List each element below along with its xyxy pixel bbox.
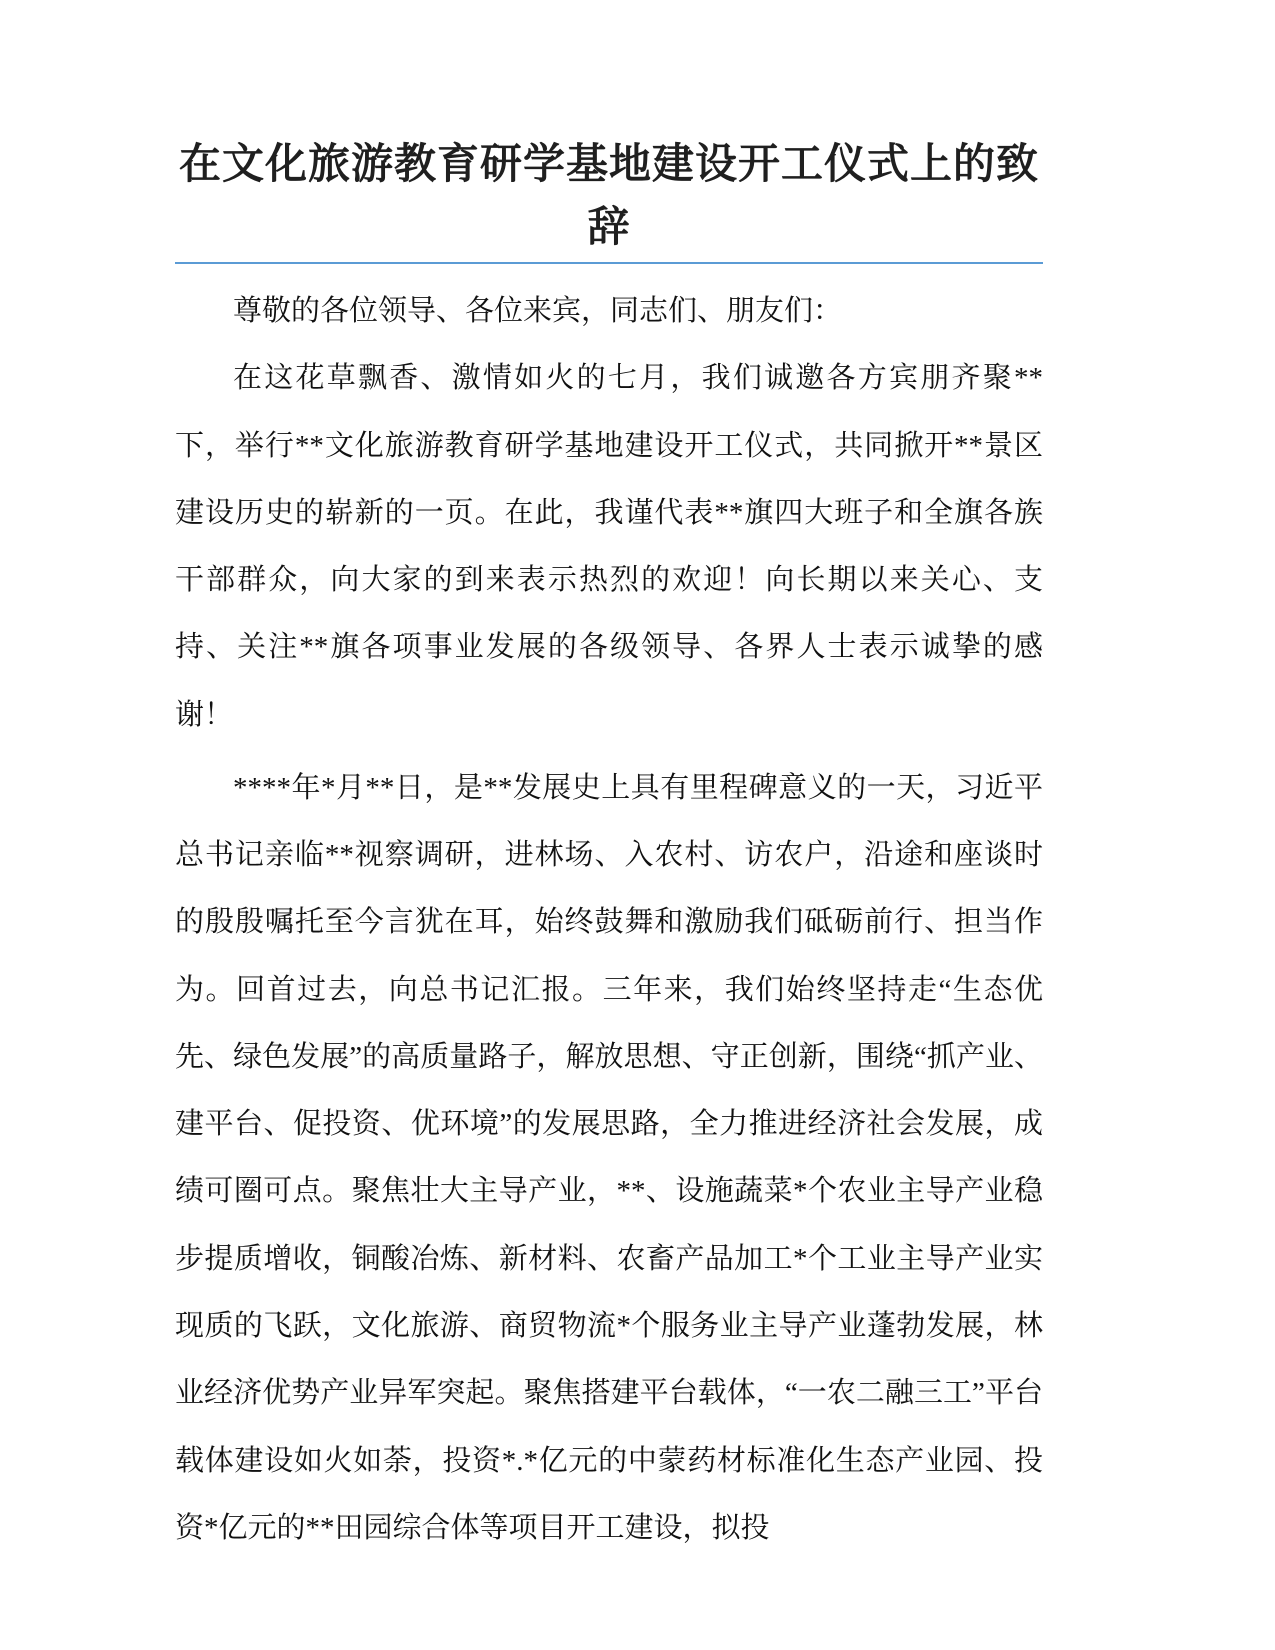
title-underline — [175, 262, 1043, 264]
document-title: 在文化旅游教育研学基地建设开工仪式上的致辞 — [178, 140, 1039, 250]
paragraph-welcome: 在这花草飘香、激情如火的七月，我们诚邀各方宾朋齐聚**下，举行**文化旅游教育研学基地建设开工仪式，共同掀开**景区建设历史的崭新的一页。在此，我谨代表**旗四大班子和全旗各族干部群众，向大家的到来表示热烈的欢迎！向长期以来关心、支持、关注**旗各项事业发展的各级领导、各界人士表示诚挚的感谢！ — [175, 362, 1043, 731]
paragraph-greeting: 尊敬的各位领导、各位来宾，同志们、朋友们： — [233, 295, 843, 327]
paragraph-report: ****年*月**日，是**发展史上具有里程碑意义的一天，习近平总书记亲临**视察调研，进林场、入农村、访农户，沿途和座谈时的殷殷嘱托至今言犹在耳，始终鼓舞和激励我们砥砺前行、担当作为。回首过去，向总书记汇报。三年来，我们始终坚持走“生态优先、绿色发展”的高质量路子，解放思想、守正创新，围绕“抓产业、建平台、促投资、优环境”的发展思路，全力推进经济社会发展，成绩可圈可点。聚焦壮大主导产业，**、设施蔬菜*个农业主导产业稳步提质增收，铜酸冶炼、新材料、农畜产品加工*个工业主导产业实现质的飞跃，文化旅游、商贸物流*个服务业主导产业蓬勃发展，林业经济优势产业异军突起。聚焦搭建平台载体，“一农二融三工”平台载体建设如火如荼，投资*.*亿元的中蒙药材标准化生态产业园、投资*亿元的**田园综合体等项目开工建设，拟投 — [175, 771, 1043, 1544]
document-body — [175, 278, 1043, 1562]
